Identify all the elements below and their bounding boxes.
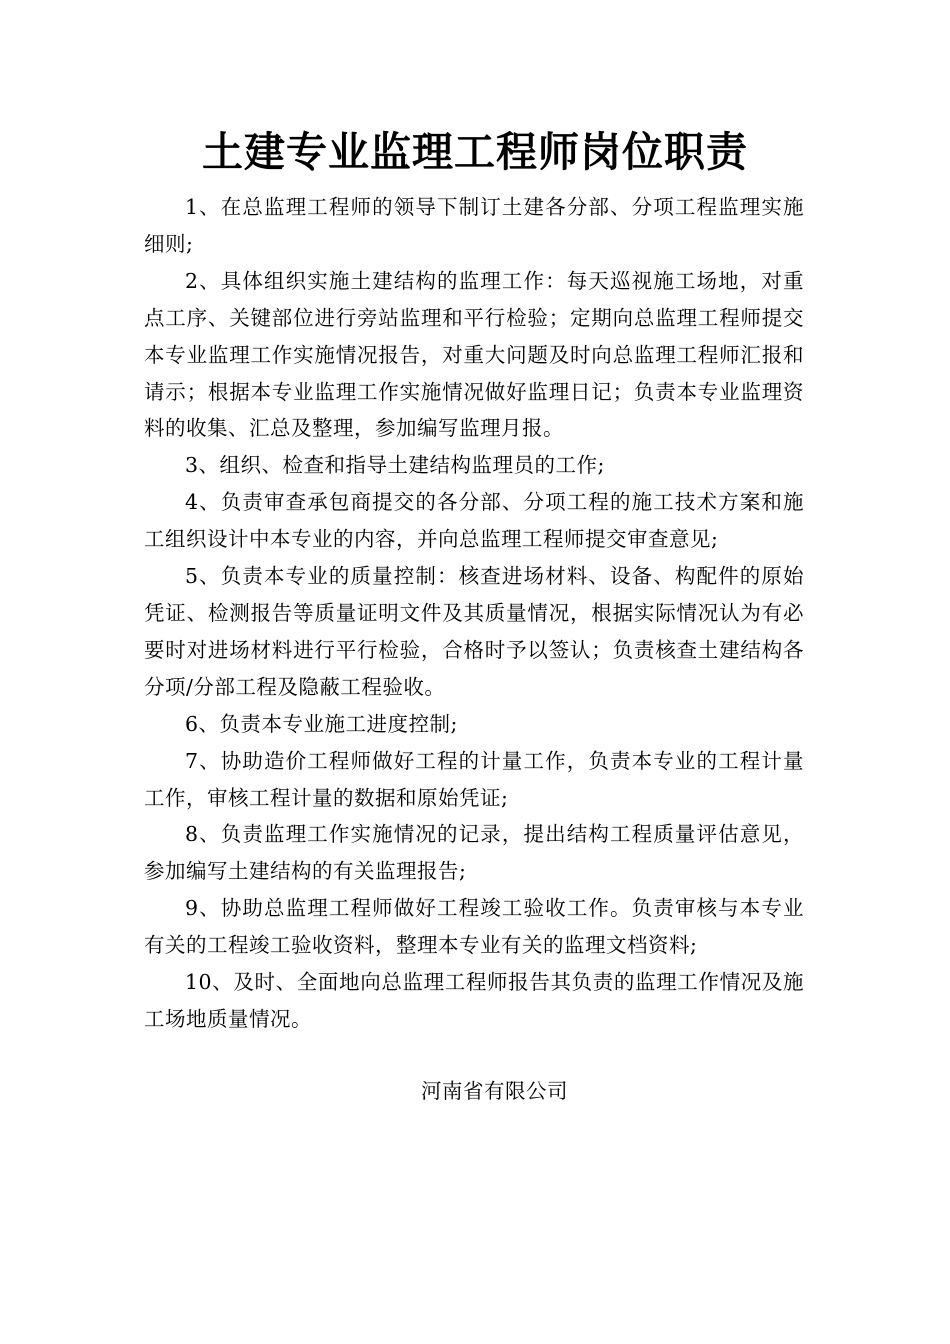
- document-title: 土建专业监理工程师岗位职责: [202, 128, 748, 176]
- duty-item-1: 1、在总监理工程师的领导下制订土建各分部、分项工程监理实施细则;: [144, 195, 804, 256]
- duty-item-10: 10、及时、全面地向总监理工程师报告其负责的监理工作情况及施工场地质量情况。: [144, 970, 804, 1031]
- duty-item-9: 9、协助总监理工程师做好工程竣工验收工作。负责审核与本专业有关的工程竣工验收资料，整理本专业有关的监理文档资料;: [144, 896, 804, 958]
- duty-item-7: 7、协助造价工程师做好工程的计量工作，负责本专业的工程计量工作，审核工程计量的数据和原始凭证;: [144, 748, 804, 810]
- duty-item-5: 5、负责本专业的质量控制：核查进场材料、设备、构配件的原始凭证、检测报告等质量证明文件及其质量情况，根据实际情况认为有必要时对进场材料进行平行检验，合格时予以签认；负责核查土建结构各分项/分部工程及隐蔽工程验收。: [144, 564, 804, 699]
- company-name: 河南省有限公司: [421, 1079, 568, 1103]
- duty-item-3: 3、组织、检查和指导土建结构监理员的工作;: [185, 453, 605, 478]
- duty-item-6: 6、负责本专业施工进度控制;: [185, 711, 458, 736]
- duty-item-8: 8、负责监理工作实施情况的记录，提出结构工程质量评估意见，参加编写土建结构的有关监理报告;: [144, 822, 804, 884]
- duty-item-2: 2、具体组织实施土建结构的监理工作：每天巡视施工场地，对重点工序、关键部位进行旁站监理和平行检验；定期向总监理工程师提交本专业监理工作实施情况报告，对重大问题及时向总监理工程师汇报和请示；根据本专业监理工作实施情况做好监理日记；负责本专业监理资料的收集、汇总及整理，参加编写监理月报。: [144, 268, 804, 441]
- duty-list: [144, 189, 804, 1038]
- duty-item-4: 4、负责审查承包商提交的各分部、分项工程的施工技术方案和施工组织设计中本专业的内容，并向总监理工程师提交审查意见;: [144, 490, 804, 552]
